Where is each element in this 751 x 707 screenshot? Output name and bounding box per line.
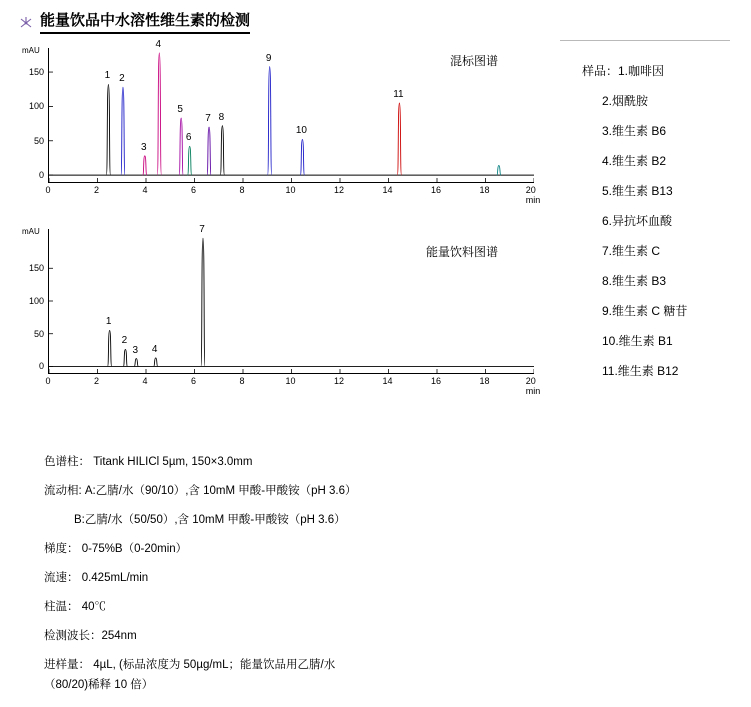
x-tick-label: 6 (190, 185, 197, 195)
sample-list-item: 10.维生素 B1 (602, 334, 673, 348)
plot2-trace (49, 229, 534, 373)
sample-list-item: 5.维生素 B13 (602, 184, 673, 198)
peak-label: 10 (295, 125, 307, 137)
method-line: 流动相: A:乙腈/水（90/10）,含 10mM 甲酸-甲酸铵（pH 3.6） (44, 485, 357, 497)
sample-list-item: 9.维生素 C 糖苷 (602, 304, 688, 318)
method-line: 流速： 0.425mL/min (44, 572, 149, 584)
sample-list-item: 2.烟酰胺 (602, 94, 649, 108)
x-tick-label: 20 min (525, 376, 541, 396)
peak-label: 1 (105, 316, 112, 328)
sample-list (560, 92, 740, 379)
x-tick-label: 10 (285, 376, 296, 386)
peak-label: 7 (205, 113, 211, 125)
x-tick-label: 14 (382, 185, 393, 195)
sample-legend (560, 40, 740, 379)
chart2-ylabel: mAU (22, 227, 40, 236)
method-line: B:乙腈/水（50/50）,含 10mM 甲酸-甲酸铵（pH 3.6） (74, 514, 346, 526)
sample-list-item: 3.维生素 B6 (602, 124, 667, 138)
peak-label: 9 (265, 52, 272, 64)
sample-heading: 样品：1.咖啡因 (582, 64, 665, 78)
chart1-plot-area (48, 48, 534, 183)
chart1-title: 混标图谱 (449, 54, 498, 68)
peak-label: 6 (185, 132, 192, 144)
chromatogram-sample-panel (18, 224, 541, 400)
method-line: 检测波长：254nm (44, 630, 137, 642)
chromatogram-standard-panel (18, 38, 541, 209)
x-tick-label: 2 (93, 376, 100, 386)
chart1-x-axis (45, 185, 541, 205)
peak-label: 3 (132, 344, 139, 356)
peak-label: 5 (177, 104, 183, 116)
y-tick-label: 50 (33, 135, 44, 146)
x-tick-label: 8 (239, 185, 245, 195)
sample-list-item: 4.维生素 B2 (602, 154, 667, 168)
peak-label: 2 (121, 335, 128, 347)
sample-list-item: 7.维生素 C (602, 244, 661, 258)
method-line: 柱温： 40℃ (44, 601, 106, 613)
flower-bullet-icon (18, 15, 34, 31)
peak-label: 3 (141, 141, 147, 153)
peak-label: 4 (151, 343, 158, 355)
x-tick-label: 14 (382, 376, 393, 386)
sample-list-item: 11.维生素 B12 (602, 364, 679, 378)
x-tick-label: 12 (333, 185, 345, 195)
peak-label: 11 (393, 88, 404, 100)
sample-list-item: 6.异抗坏血酸 (602, 214, 673, 228)
method-line: 进样量： 4µL, (标品浓度为 50µg/mL；能量饮品用乙腈/水 (44, 659, 336, 671)
x-tick-label: 12 (333, 376, 345, 386)
page-title (18, 10, 318, 36)
peak-label: 4 (155, 38, 162, 50)
x-tick-label: 16 (430, 185, 442, 195)
x-tick-label: 10 (285, 185, 296, 195)
page-title-text: 能量饮品中水溶性维生素的检测 (40, 12, 250, 34)
method-line: 色谱柱： Titank HILICl 5µm, 150×3.0mm (44, 456, 253, 468)
x-tick-label: 4 (142, 185, 148, 195)
peak-label: 8 (218, 111, 225, 123)
x-tick-label: 8 (239, 376, 245, 386)
chart2-x-axis (45, 376, 541, 396)
x-tick-label: 20 min (525, 185, 541, 205)
x-tick-label: 6 (190, 376, 197, 386)
y-tick-label: 100 (28, 101, 44, 112)
plot1-trace (49, 48, 534, 182)
x-tick-label: 4 (142, 376, 148, 386)
y-tick-label: 0 (38, 361, 44, 372)
chart2-plot-area (48, 229, 534, 374)
y-tick-label: 100 (28, 296, 44, 306)
y-tick-label: 150 (28, 67, 44, 78)
x-tick-label: 2 (93, 185, 100, 195)
x-tick-label: 16 (430, 376, 442, 386)
legend-divider (560, 40, 730, 41)
chart1-ylabel: mAU (22, 46, 40, 55)
x-tick-label: 18 (479, 376, 490, 386)
x-tick-label: 0 (45, 185, 51, 195)
peak-label: 2 (119, 73, 125, 85)
x-tick-label: 18 (479, 185, 490, 195)
sample-list-item: 8.维生素 B3 (602, 274, 667, 288)
method-parameters (44, 455, 514, 707)
method-line: （80/20)稀释 10 倍） (44, 679, 154, 691)
x-tick-label: 0 (45, 376, 51, 386)
y-tick-label: 0 (38, 170, 44, 181)
peak-label: 7 (199, 224, 205, 236)
chart2-title: 能量饮料图谱 (425, 245, 498, 259)
y-tick-label: 50 (33, 328, 44, 339)
peak-label: 1 (104, 70, 111, 82)
method-line: 梯度： 0-75%B（0-20min） (44, 543, 188, 555)
y-tick-label: 150 (28, 263, 44, 274)
